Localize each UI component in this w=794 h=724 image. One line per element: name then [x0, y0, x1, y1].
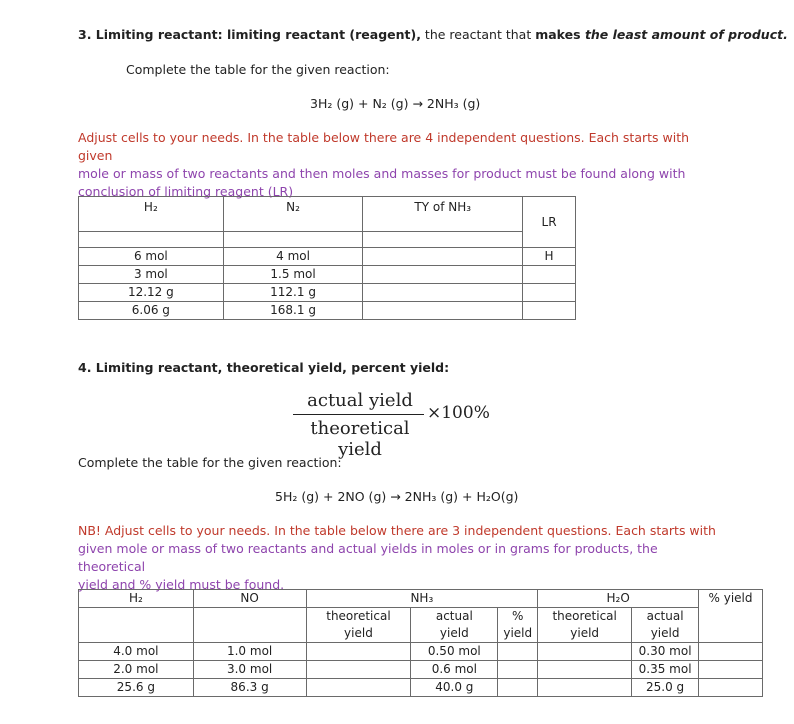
table-row: [79, 679, 763, 697]
table-cell[interactable]: 168.1 g: [223, 302, 363, 320]
blank-cell[interactable]: [223, 232, 363, 248]
section3-instruction: Complete the table for the given reaction:: [126, 62, 390, 77]
nh3-theoretical-label: theoretical: [306, 608, 411, 626]
section4-note-line3: yield and % yield must be found.: [78, 577, 285, 592]
h2o-theoretical-label: theoretical: [538, 608, 632, 626]
blank-cell[interactable]: [79, 608, 194, 643]
table-cell[interactable]: 0.50 mol: [411, 643, 498, 661]
section3-heading-makes: makes: [535, 27, 585, 42]
table-cell[interactable]: 25.0 g: [632, 679, 699, 697]
col-header-h2: H₂: [79, 590, 194, 608]
yield-formula-times: ×100%: [427, 403, 490, 423]
table-cell[interactable]: 86.3 g: [193, 679, 306, 697]
fraction-bar: [293, 414, 424, 415]
table-cell[interactable]: 12.12 g: [79, 284, 224, 302]
section3-note: [78, 129, 718, 201]
blank-cell[interactable]: [498, 643, 538, 661]
blank-cell[interactable]: [79, 232, 224, 248]
table-cell[interactable]: 1.5 mol: [223, 266, 363, 284]
blank-cell[interactable]: [363, 284, 523, 302]
section4-heading-title: 4. Limiting reactant, theoretical yield, percent yield:: [78, 360, 450, 375]
nh3-percent-label: %: [498, 608, 538, 626]
table-cell[interactable]: H: [523, 248, 576, 266]
section3-heading-mid: the reactant that: [420, 27, 536, 42]
blank-cell[interactable]: [306, 661, 411, 679]
table-cell[interactable]: 25.6 g: [79, 679, 194, 697]
col-header-lr: LR: [523, 197, 576, 248]
table-cell[interactable]: 3.0 mol: [193, 661, 306, 679]
section4-note: [78, 522, 718, 594]
col-header-h2: H₂: [79, 197, 224, 232]
section4-note-line2: given mole or mass of two reactants and actual yields in moles or in grams for products, the theoretical: [78, 541, 658, 574]
blank-cell[interactable]: [538, 679, 632, 697]
blank-cell[interactable]: [523, 266, 576, 284]
blank-cell[interactable]: [538, 661, 632, 679]
table-cell[interactable]: 4 mol: [223, 248, 363, 266]
section4-heading: [78, 360, 449, 375]
h2o-actual-yield-label: yield: [632, 625, 699, 643]
table-row: [79, 284, 576, 302]
limiting-reactant-table: [78, 196, 576, 320]
col-header-ty-nh3: TY of NH₃: [363, 197, 523, 232]
table-cell[interactable]: 0.35 mol: [632, 661, 699, 679]
blank-cell[interactable]: [193, 608, 306, 643]
section4-instruction: Complete the table for the given reaction:: [78, 455, 342, 470]
nh3-actual-label: actual: [411, 608, 498, 626]
table-cell[interactable]: 0.30 mol: [632, 643, 699, 661]
table-cell[interactable]: 6.06 g: [79, 302, 224, 320]
nh3-actual-yield-label: yield: [411, 625, 498, 643]
yield-formula-denominator: theoretical yield: [310, 418, 410, 460]
blank-cell[interactable]: [498, 661, 538, 679]
table-cell[interactable]: 40.0 g: [411, 679, 498, 697]
section3-note-line3: conclusion of limiting reagent (LR): [78, 184, 294, 199]
section3-heading-title: 3. Limiting reactant: limiting reactant (reagent),: [78, 27, 421, 42]
nh3-theoretical-yield-label: yield: [306, 625, 411, 643]
nh3-percent-yield-label: yield: [498, 625, 538, 643]
table-cell[interactable]: 3 mol: [79, 266, 224, 284]
table-row: [79, 248, 576, 266]
blank-cell[interactable]: [523, 284, 576, 302]
table-row: [79, 266, 576, 284]
table-cell[interactable]: 6 mol: [79, 248, 224, 266]
table-cell[interactable]: 1.0 mol: [193, 643, 306, 661]
blank-cell[interactable]: [699, 661, 763, 679]
table-cell[interactable]: 4.0 mol: [79, 643, 194, 661]
blank-cell[interactable]: [699, 679, 763, 697]
section3-heading: [78, 27, 788, 42]
table-row: [79, 643, 763, 661]
section4-note-red: NB! Adjust cells to your needs. In the table below there are 3 independent questions. Each starts with: [78, 523, 716, 538]
blank-cell[interactable]: [538, 643, 632, 661]
table-row: [79, 302, 576, 320]
blank-cell[interactable]: [306, 679, 411, 697]
table-row: [79, 661, 763, 679]
section3-heading-italic: the least amount of product.: [584, 27, 788, 42]
table-cell[interactable]: 112.1 g: [223, 284, 363, 302]
section4-reaction: 5H₂ (g) + 2NO (g) → 2NH₃ (g) + H₂O(g): [275, 489, 519, 504]
h2o-theoretical-yield-label: yield: [538, 625, 632, 643]
col-header-no: NO: [193, 590, 306, 608]
yield-formula-numerator: actual yield: [307, 390, 413, 411]
h2o-actual-label: actual: [632, 608, 699, 626]
blank-cell[interactable]: [306, 643, 411, 661]
col-header-h2o: H₂O: [538, 590, 699, 608]
section3-note-red: Adjust cells to your needs. In the table below there are 4 independent questions. Each starts with given: [78, 130, 690, 163]
col-header-percent-yield: % yield: [699, 590, 763, 643]
blank-cell[interactable]: [498, 679, 538, 697]
blank-cell[interactable]: [363, 232, 523, 248]
blank-cell[interactable]: [363, 266, 523, 284]
table-cell[interactable]: 0.6 mol: [411, 661, 498, 679]
blank-cell[interactable]: [699, 643, 763, 661]
section3-reaction: 3H₂ (g) + N₂ (g) → 2NH₃ (g): [310, 96, 481, 111]
blank-cell[interactable]: [363, 302, 523, 320]
blank-cell[interactable]: [523, 302, 576, 320]
percent-yield-table: [78, 589, 763, 697]
blank-cell[interactable]: [363, 248, 523, 266]
table-cell[interactable]: 2.0 mol: [79, 661, 194, 679]
col-header-n2: N₂: [223, 197, 363, 232]
col-header-nh3: NH₃: [306, 590, 538, 608]
section3-note-line2: mole or mass of two reactants and then moles and masses for product must be found along with: [78, 166, 686, 181]
